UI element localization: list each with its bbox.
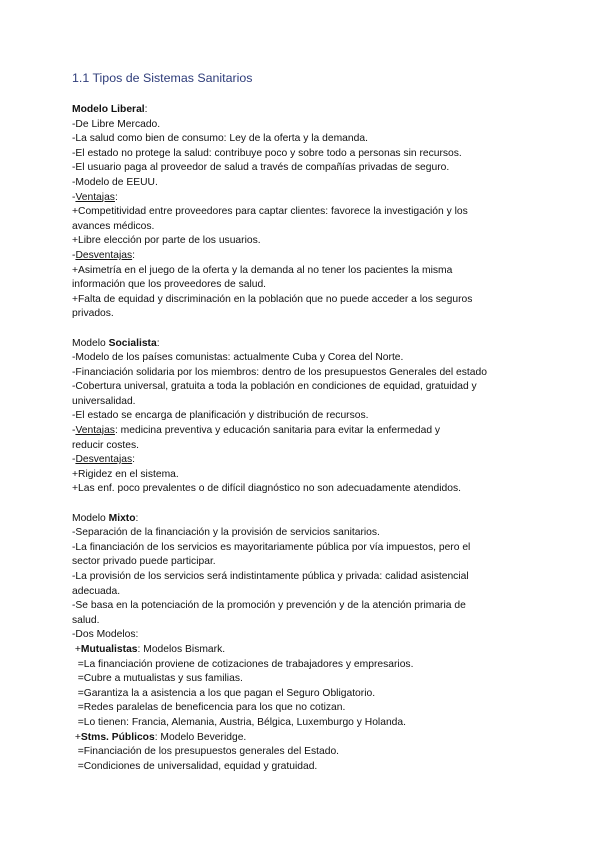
- mutualistas-item: =Garantiza la a asistencia a los que pagan el Seguro Obligatorio.: [72, 687, 376, 699]
- mixto-line-cont: adecuada.: [72, 585, 121, 597]
- mutualistas-item: =Redes paralelas de beneficencia para los que no cotizan.: [72, 702, 346, 714]
- socialista-line: -Cobertura universal, gratuita a toda la población en condiciones de equidad, gratuidad y: [72, 381, 477, 393]
- publicos-item: =Financiación de los presupuestos generales del Estado.: [72, 746, 340, 758]
- liberal-line: -El usuario paga al proveedor de salud a través de compañías privadas de seguro.: [72, 162, 450, 174]
- liberal-desventaja-cont: información que los proveedores de salud.: [72, 279, 267, 291]
- mixto-line: -La provisión de los servicios será indistintamente pública y privada: calidad asistencial: [72, 571, 469, 582]
- liberal-ventaja: +Libre elección por parte de los usuarios.: [72, 235, 261, 247]
- socialista-desventajas-heading: [72, 453, 532, 468]
- liberal-heading-colon: :: [144, 104, 148, 115]
- heading-prefix: Modelo: [72, 512, 109, 524]
- mutualistas-tail: : Modelos Bismark.: [137, 643, 226, 655]
- liberal-desventajas-heading: [72, 249, 532, 264]
- mixto-line: -La financiación de los servicios es mayoritariamente pública por vía impuestos, pero el: [72, 541, 471, 553]
- liberal-heading-bold: Modelo Liberal: [72, 104, 145, 115]
- liberal-ventaja: +Competitividad entre proveedores para captar clientes: favorece la investigación y los: [72, 206, 468, 218]
- publicos-bold: Stms. Públicos: [80, 731, 155, 743]
- socialista-line: -El estado se encarga de planificación y distribución de recursos.: [72, 410, 369, 422]
- liberal-desventaja: +Falta de equidad y discriminación en la población que no puede acceder a los seguros: [72, 293, 473, 305]
- ventajas-label: Ventajas: [75, 191, 115, 203]
- socialista-line: -Financiación solidaria por los miembros: dentro de los presupuestos Generales del estado: [72, 366, 487, 378]
- socialista-line: -Modelo de los países comunistas: actualmente Cuba y Corea del Norte.: [72, 352, 404, 364]
- liberal-ventaja-cont: avances médicos.: [72, 220, 155, 232]
- socialista-ventajas: [72, 424, 532, 439]
- socialista-desventaja: +Las enf. poco prevalentes o de difícil diagnóstico no son adecuadamente atendidos.: [72, 483, 461, 495]
- publicos-item: =Condiciones de universalidad, equidad y gratuidad.: [72, 760, 318, 772]
- socialista-heading: [72, 337, 532, 352]
- liberal-line: -El estado no protege la salud: contribuye poco y sobre todo a personas sin recursos.: [72, 147, 462, 159]
- desventajas-label: Desventajas: [75, 249, 133, 261]
- spacer: [72, 497, 532, 512]
- plus: +: [72, 643, 81, 655]
- liberal-heading: [72, 103, 532, 118]
- mutualistas-heading: [72, 643, 532, 658]
- liberal-desventaja: +Asimetría en el juego de la oferta y la demanda al no tener los pacientes la misma: [72, 264, 453, 276]
- mutualistas-item: =Cubre a mutualistas y sus familias.: [72, 673, 243, 685]
- dash: -: [72, 425, 76, 437]
- plus: +: [72, 731, 81, 743]
- heading-prefix: Modelo: [72, 337, 109, 349]
- liberal-line: -La salud como bien de consumo: Ley de la oferta y la demanda.: [72, 133, 368, 145]
- spacer: [72, 322, 532, 337]
- mutualistas-item: =Lo tienen: Francia, Alemania, Austria, Bélgica, Luxemburgo y Holanda.: [72, 716, 406, 728]
- mixto-heading: [72, 512, 532, 527]
- socialista-ventajas-cont: reducir costes.: [72, 439, 139, 451]
- dash: -: [72, 249, 76, 261]
- mixto-line: -Separación de la financiación y la provisión de servicios sanitarios.: [72, 527, 380, 539]
- colon: :: [132, 249, 135, 261]
- mixto-line: -Se basa en la potenciación de la promoción y prevención y de la atención primaria de: [72, 600, 466, 612]
- dash: -: [72, 191, 76, 203]
- colon: :: [135, 512, 139, 524]
- mixto-line-cont: salud.: [72, 614, 100, 626]
- document-page: [72, 70, 532, 774]
- dash: -: [72, 454, 76, 466]
- socialista-line-cont: universalidad.: [72, 395, 136, 407]
- desventajas-label: Desventajas: [75, 454, 133, 466]
- colon: :: [156, 337, 160, 349]
- mixto-heading-bold: Mixto: [108, 512, 136, 524]
- colon: :: [114, 191, 118, 203]
- publicos-heading: [72, 731, 532, 746]
- section-title: 1.1 Tipos de Sistemas Sanitarios: [72, 71, 253, 85]
- socialista-desventaja: +Rigidez en el sistema.: [72, 468, 179, 480]
- publicos-tail: : Modelo Beveridge.: [154, 731, 247, 743]
- mutualistas-bold: Mutualistas: [80, 643, 138, 655]
- liberal-line: -Modelo de EEUU.: [72, 176, 158, 188]
- mixto-line-cont: sector privado puede participar.: [72, 556, 216, 568]
- ventajas-label: Ventajas: [75, 425, 115, 437]
- socialista-heading-bold: Socialista: [108, 337, 157, 349]
- liberal-ventajas-heading: [72, 191, 532, 206]
- mixto-line: -Dos Modelos:: [72, 629, 139, 641]
- liberal-desventaja-cont: privados.: [72, 308, 114, 320]
- colon: :: [132, 454, 135, 466]
- liberal-line: -De Libre Mercado.: [72, 118, 161, 130]
- ventajas-text: : medicina preventiva y educación sanitaria para evitar la enfermedad y: [114, 425, 441, 437]
- mutualistas-item: =La financiación proviene de cotizaciones de trabajadores y empresarios.: [72, 658, 414, 670]
